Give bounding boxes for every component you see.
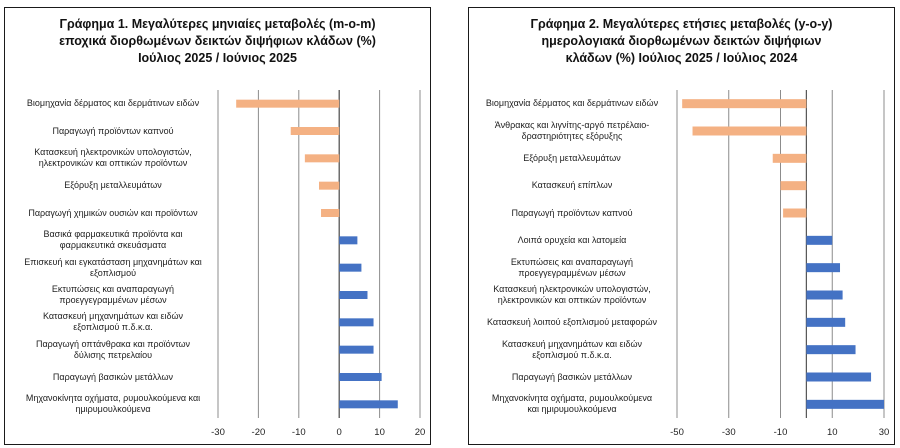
chart-panel-1	[4, 7, 431, 445]
chart-title-line: Ιούλιος 2025 / Ιούνιος 2025	[138, 51, 297, 65]
bar	[693, 127, 807, 136]
bar	[339, 373, 381, 381]
bar	[773, 154, 807, 163]
category-label: Εκτυπώσεις και αναπαραγωγή προεγγεγραμμένων μέσων	[510, 256, 634, 278]
category-label: Κατασκευή ηλεκτρονικών υπολογιστών, ηλεκτρονικών και οπτικών προϊόντων	[493, 284, 651, 305]
category-label: Κατασκευή μηχανημάτων και ειδών εξοπλισμού π.δ.κ.α.	[501, 338, 643, 360]
category-label: Παραγωγή χημικών ουσιών και προϊόντων	[28, 207, 198, 218]
category-label: Κατασκευή λοιπού εξοπλισμού μεταφορών	[487, 316, 657, 327]
category-label: Κατασκευή επίπλων	[531, 180, 613, 191]
chart-title-line: Γράφημα 1. Μεγαλύτερες μηνιαίες μεταβολές (m-o-m)	[59, 17, 376, 31]
chart-panel-2	[468, 7, 895, 445]
bar	[682, 99, 806, 108]
category-label: Παραγωγή βασικών μετάλλων	[52, 371, 174, 382]
x-tick-label: -50	[670, 427, 684, 438]
category-label: Εξόρυξη μεταλλευμάτων	[64, 180, 162, 191]
chart-title-line: Γράφημα 2. Μεγαλύτερες ετήσιες μεταβολές (y-o-y)	[530, 17, 833, 31]
category-label: Μηχανοκίνητα οχήματα, ρυμουλκούμενα και ημιρυμουλκούμενα	[25, 393, 201, 415]
bar	[783, 209, 806, 218]
chart-title-line: εποχικά διορθωμένων δεικτών διψήφιων κλάδων (%)	[59, 34, 376, 48]
bar	[236, 100, 339, 108]
bar	[339, 346, 373, 354]
bar	[806, 373, 871, 382]
x-tick-label: -10	[291, 427, 306, 438]
bar	[339, 264, 361, 272]
x-tick-label: 10	[374, 427, 385, 438]
category-label: Βιομηχανία δέρματος και δερμάτινων ειδών	[26, 98, 200, 109]
bar	[291, 127, 339, 135]
chart-svg-2	[469, 8, 896, 446]
x-tick-label: -30	[211, 427, 225, 438]
category-label: Μηχανοκίνητα οχήματα, ρυμουλκούμενα και ημιρυμουλκούμενα	[491, 393, 653, 415]
bar	[806, 291, 842, 300]
category-label: Παραγωγή προϊόντων καπνού	[52, 125, 174, 136]
bar	[305, 154, 339, 162]
category-label: Βασικά φαρμακευτικά προϊόντα και φαρμακευτικά σκευάσματα	[43, 229, 183, 251]
category-label: Παραγωγή οπτάνθρακα και προϊόντων δύλισης πετρελαίου	[35, 338, 191, 360]
bar	[781, 181, 807, 190]
x-tick-label: 10	[826, 427, 838, 438]
bar	[806, 318, 845, 327]
bar	[806, 263, 840, 272]
bar	[806, 400, 884, 409]
x-tick-label: -10	[773, 427, 788, 438]
bar	[339, 400, 398, 408]
bar	[339, 236, 357, 244]
x-tick-label: -30	[721, 427, 736, 438]
chart-title-line: κλάδων (%) Ιούλιος 2025 / Ιούλιος 2024	[565, 51, 798, 65]
bar	[319, 182, 339, 190]
bar	[806, 236, 832, 245]
category-label: Βιομηχανία δέρματος και δερμάτινων ειδών	[485, 98, 659, 109]
bar	[339, 318, 373, 326]
bar	[339, 291, 367, 299]
x-tick-label: 20	[414, 427, 426, 438]
category-label: Παραγωγή προϊόντων καπνού	[511, 207, 633, 218]
category-label: Άνθρακας και λιγνίτης-αργό πετρέλαιο- δραστηριότητες εξόρυξης	[494, 120, 650, 141]
bar	[806, 345, 855, 354]
bar	[321, 209, 339, 217]
x-tick-label: -20	[251, 427, 266, 438]
category-label: Κατασκευή ηλεκτρονικών υπολογιστών, ηλεκτρονικών και οπτικών προϊόντων	[34, 147, 192, 169]
category-label: Εξόρυξη μεταλλευμάτων	[523, 152, 621, 163]
category-label: Εκτυπώσεις και αναπαραγωγή προεγγεγραμμένων μέσων	[51, 284, 175, 305]
chart-title-line: ημερολογιακά διορθωμένων δεικτών διψήφιων	[541, 34, 822, 48]
chart-svg-1	[5, 8, 432, 446]
category-label: Λοιπά ορυχεία και λατομεία	[517, 234, 627, 245]
category-label: Παραγωγή βασικών μετάλλων	[511, 371, 633, 382]
x-tick-label: 30	[878, 427, 890, 438]
category-label: Κατασκευή μηχανημάτων και ειδών εξοπλισμού π.δ.κ.α.	[42, 311, 184, 333]
category-label: Επισκευή και εγκατάσταση μηχανημάτων και εξοπλισμού	[24, 256, 202, 278]
x-tick-label: 0	[336, 427, 342, 438]
